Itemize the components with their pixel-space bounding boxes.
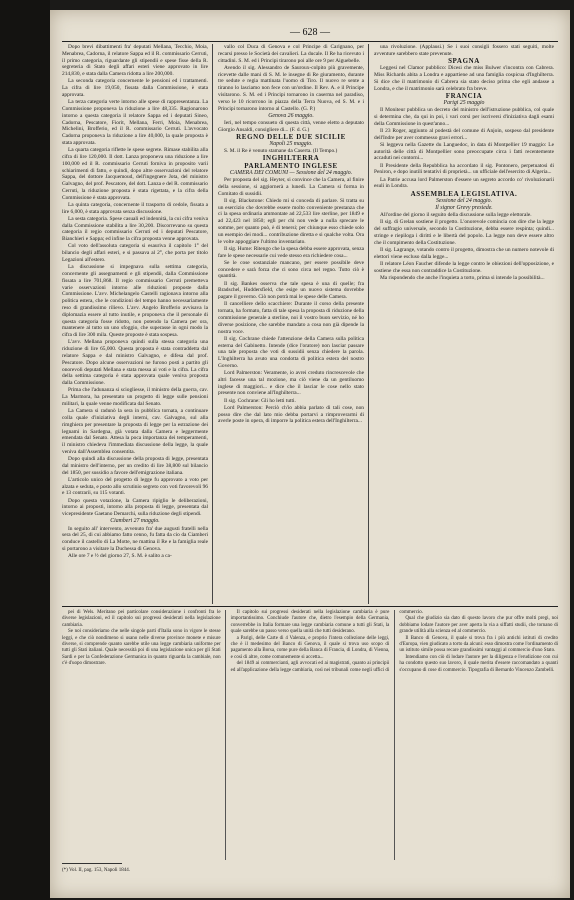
feuilleton-paragraph: a Parigi, delle Carte di 4 Valenza, e proprio l'intera collezione delle leggi, che è il medesimo del Banco di Genova, il quale si trova uso scopo di pagamento alla Borsa, come pure della Banca di Francia, di Londra, di Vienna, e così di altre, come comunemente si accetta... — [230, 635, 390, 660]
article-paragraph: Il sig. Cochrane: Gli ho letti tutti. — [224, 397, 296, 404]
article-paragraph: Si leggeva nella Gazette du Languedoc, in data di Montpellier 19 maggio: Le autorità delle città di Montpellier sono preoccupate circa i fatti recentemente accaduti nei contorni... — [374, 141, 554, 162]
article-paragraph: S. M. il Re è venuto stamane da Caserta. (Il Tempo.) — [224, 148, 338, 155]
feuilleton-paragraph: Il capitolo sui progressi desiderati nella legislazione cambiaria è pure importantissimo. Conchiude l'autore che, dietro l'esempio della Germania, converrebbe in Italia formare una legge cambiaria comune a tutti gli Stati, la quale sarebbe un passo verso quella unità che tutti desiderano. — [230, 610, 390, 635]
article-paragraph: Se le cose sostanziale mancano, per essere possibile deve concedere e sarà forza che ci sono circa nel regno. Tutto ciò è quantità. — [218, 259, 364, 280]
article-paragraph: La Camera si radunò la sera in pubblica tornata, a continuare colla quale d'iniziativa degli interni, cav. Galvagno, sul alla rimghiera per presentare la proposta di legge per la estrazione dei legnami in Sardegna, già votata dalla Camera e leggermente emendata dal Senato. Attesa la poca importanza dei temperamenti, il ministro chiedeva l'immediata discussione della legge, la quale veniva dall'Assemblea consentita. — [62, 408, 208, 455]
article-paragraph: La discussione si impegnava sulla settima categoria, concernente gli assegnamenti e gli stipendii, dalla Commissione fissata a lire 701,868. Il regio commissario Cerruti premetteva varie osservazioni intorno alle riduzioni proposte dalla Commissione. L'avv. Michelangelo Castelli ragionava intorno alla politica estera, che le condizioni del tempo hanno necessariamente reso di grandissimo rilievo. L'avv. Angelo Brofferio avvisava la diplomazia essere al tutto inutile, e proponeva che il personale di questa categoria fosse ridotto, non potendo la Camera per ora, mantenere al tutto un uno sfoggio, che superasse in ogni modo la cifra di lire 300 mila. Queste proposte è stata sospesa. — [62, 264, 208, 339]
article-paragraph: Il sig. Blackstone: Chiedo mi si conceda di parlare. Si tratta su un esercizio che dovrebbe essere molto conveniente prestanza che ci la spesa ordinaria ammontate ad 22,533 lire sterline, per 1849 e ad 22,423 nel 1850; egli per chi non vede a nulla sprecare le somme, per quanto può, è di tenersi; per chiunque esso chiede solo un esempio dei modi... contribuzione diretta e si qualche volta. Ora le volte appoggiare l'ultimo inventariato. — [218, 197, 364, 245]
feuilleton-rule — [62, 606, 558, 607]
column-right — [374, 44, 554, 604]
feuilleton-paragraph: pei di Wels. Meritano pei particolare considerazione i confronti fra le diverse legislazioni, ed il capitolo sui progressi desiderati nella legislazione cambiaria. — [62, 610, 221, 628]
article-paragraph: Ma rispondendo che anche l'inquieta a torto, prima si intende la possibilità... — [380, 274, 545, 281]
article-paragraph: Dopo brevi dibattimenti fra' deputati Mellana, Tecchio, Moia, Menabrea, Cadorna, il relatore Sappa ed il R. commissario Cerruti, il primo categoria, riguardante gli stipendii e spese fisse della R. segreteria di Stato degli affari esteri viene approvato in lire 214,830, e stata dalla Camera ridotta a lire 200,000. — [62, 44, 208, 78]
article-paragraph: Il sig. Lagrange, votando contro il progetto, dimostra che un numero notevole di elettori viene escluso dalla legge... — [374, 246, 554, 260]
article-paragraph: La sesta categoria. Spese casuali ed indennità, la cui cifra veniva dalla Commissione stabilita a lire 30,200. Discorrevano su questa categoria il regio commissario Cerruti ed i deputati Pescatore, Bianchieri e Sappa; ed infine la cifra proposta venne approvata. — [62, 215, 208, 243]
article-paragraph: La quarta categoria riflette le spese segrete. Rimase stabilita alla cifra di lire 120,000. Il dott. Lanza proponeva una riduzione a lire 100,000 ed il R. commissario Cerruti forniva in proposito varii schiarimenti di fatto, e quindi, dopo altre osservazioni del relatore Sappa, del dottore Jacquemoud, dell'ingegnere Jota, del ministro Galvagno, del prof. Pescatore, del dott. Lanza e del R. commissario Cerruti, la riduzione proposta è stata rigettata, e la cifra della Commissione è stata approvata. — [62, 147, 208, 201]
article-paragraph: Ieri, nel tempo consueto di questa città, venne eletto a deputato Giorgio Ansaldi, consigliere di... (F. d. G.) — [218, 119, 364, 133]
article-paragraph: Dopo questa votazione, la Camera ripiglio le deliberazioni, intorno ai proposti, intorno alla proposta di legge, presentata dal vicepresidente Gaetano Demarchi, sulla riduzione degli stipendi. — [62, 497, 208, 518]
newspaper-page — [50, 10, 570, 898]
article-paragraph: Il 23 Roger, aggiunto al podestà del comune di Anjoin, sospeso dal presidente dell'Indre per aver commesso gravi errori... — [374, 127, 554, 141]
section-heading: INGHILTERRA — [262, 154, 320, 163]
section-heading: FRANCIA — [445, 91, 483, 100]
dateline: Il signor Grevy presiede. — [435, 205, 493, 212]
section-heading: REGNO DELLE DUE SICILIE — [236, 132, 346, 141]
article-paragraph: una rivoluzione. (Applausi.) Se i suoi consigli fossero stati seguiti, molte avventure sarebbero state prevenute. — [374, 44, 554, 57]
feuilleton-paragraph: Intendiamo con ciò di lodare l'autore per la diligenza e l'erudizione con cui ha condotto questo suo lavoro, il quale merita d'essere raccomandato a quanti s'occupano di cose di commercio. Tipografia di Bernardo Vincenzo Zambelli. — [399, 654, 558, 673]
feuilleton-paragraph: del 1849 ai commercianti, agli avvocati ed ai magistrati, quanto ai principii ed all'applicazione della legge cambiaria, così nei tribunali come negli uffici di commercio. — [230, 610, 424, 673]
section-heading: PARLAMENTO INGLESE — [244, 161, 338, 170]
article-paragraph: Lord Palmerston: Perciò ch'io abbia parlato di tali cose, non posso dire che dal lato mio debba portarvi a rimproverarmi di averle poste in opera, di imporre la politica estera dell'Inghilterra... — [218, 404, 364, 425]
article-paragraph: Prima che l'adunanza si sciogliesse, il ministro della guerra, cav. La Marmora, ha presentato un progetto di legge sulle pensioni militari, la quale venne modificata dal Senato. — [62, 387, 208, 407]
dateline: Sessione del 24 maggio. — [435, 197, 493, 204]
dateline: Ciamberi 27 maggio. — [110, 518, 160, 525]
article-paragraph: Dopo quindi alla discussione della proposta di legge, presentata dal ministro dell'interno, per un credito di lire 38,800 sul bilancio del 1850, per sussidio a favore dell'emigrazione italiana. — [62, 456, 208, 476]
feuilleton-text — [62, 610, 558, 860]
section-heading: SPAGNA — [448, 56, 480, 65]
article-paragraph: L'avv. Mellana proponeva quindi sulla stessa categoria una riduzione di lire 65,000. Questa proposta è stata contraddetta dal relatore Sappa e dal ministro Galvagno, e difesa dal prof. Pescatore. Dopo alcune osservazioni ne furono posti a partito gli onorevoli deputati Mellana e stata messa ai voti e la cifra. La cifra della settima categoria è stata approvata quale veniva proposta dalla Commissione. — [62, 339, 208, 387]
feuilleton-paragraph: Qual che giudizio sia dato di questo lavoro che pur offre molti pregi, noi dobbiamo lodare l'autore per aver aperta la via a siffatti studii, che tornano di grande utilità alla scienza ed al commercio. — [399, 616, 558, 635]
article-paragraph: Leggesi nel Clamor pubblico: Dicesi che miss Bulwer s'incontra con Cabrera. Miss Richards abita a Londra e appartiene ad una famiglia cospicua d'Inghilterra. Si dice che il matrimonio di Cabrera sia stato deciso prima che egli andasse a Londra, e che il matrimonio sarà celebrato fra breve. — [374, 65, 554, 92]
article-paragraph: Col voto dell'assoluta categoria si esauriva il capitolo 1° del bilancio degli affari esteri, e si passava al 2°, che porta per titolo Legazioni all'estero. — [62, 243, 208, 264]
article-paragraph: Avendo il sig. Alessandro de Sauroux-colpito più gravemente, ricevette dalle mani di S. M. le insegne di Re giuramento, durante tre sedute e regia mattinata l'uomo di Tiro. Il nuovo re sente a tiranno lo lasciamo non fece con un'ordine. Il Rev. A. e il Principe visitarono. S. M. ed i Principi tornarono in caserma nel paradiso, verso le 10 ricorrono in piazza della Terra Nuova, ed S. M. e i Principi tornarono intorno al Castello. (G. P.) — [218, 64, 364, 112]
article-paragraph: Alle ore 7 e ½ del giorno 27, S. M. è salito a ca- — [68, 553, 172, 560]
article-paragraph: La terza categoria verte intorno alle spese di rappresentanza. La Commissione proponeva la riduzione a lire 48,335. Ragionarono intorno a questa categoria il relatore Sappa ed i deputati Sineo, Cadorna, Pescatore, Fiorit, Mellana, Ferri, Moia, Menabrea, Michelini, Brofferio, ed il R. commissario Cerruti. L'avvocato Cadorna proponeva la riduzione a lire 40,000, la quale proposta è stata approvata. — [62, 99, 208, 146]
header-rule — [62, 41, 558, 42]
feuilleton-paragraph: Se noi consideriamo che nelle singole parti d'Italia sono in vigore le stesse leggi, e che ciò nondimeno si usano nelle diverse province monete e misure diverse, si comprende quanto sarebbe utile una legge cambiaria uniforme per tutti gli Stati italiani. Quale necessità poi di una legislazione unica per gli Stati Sardi e per la Confederazione Germanica in quanto riguarda la cambiale, non c'è d'uopo dimostrare. — [62, 629, 221, 667]
column-divider — [212, 44, 213, 604]
section-heading: ASSEMBLEA LEGISLATIVA. — [410, 189, 518, 198]
scan-border — [0, 0, 50, 900]
article-paragraph: Il Moniteur pubblica un decreto del ministro dell'istruzione pubblica, col quale si determina che, da qui in poi, i vari corsi per iscriversi d'iniziativa dagli esami della Commissione in quest'anno... — [374, 107, 554, 127]
column-middle — [218, 44, 364, 604]
dateline: CAMERA DEI COMUNI — Sessione del 24 maggio. — [229, 169, 353, 176]
article-paragraph: La quinta categoria, concernente il trasporto di cedole, fissata a lire 6,000, è stata approvata senza discussione. — [62, 201, 208, 215]
page-number: — 628 — — [290, 27, 330, 38]
article-paragraph: L'articolo unico del progetto di legge fu approvato a voto per alzata e seduta, e posto allo scrutinio segreto con voti favorevoli 96 e 13 contrarii, su 115 votanti. — [62, 476, 208, 497]
article-paragraph: Il sig. di Grelan sostiene il progetto. L'onorevole comincia con dire che la legge del suffragio universale, secondo la Costituzione, debba essere respinta; quindi... stringe e riepiloga i diritti e le libertà del popolo. La legge non deve essere altro che il compimento della Costituzione. — [374, 219, 554, 246]
article-paragraph: Il relatore Léon Faucher difende la legge contro le obiezioni dell'opposizione, e sostiene che essa non contraddice la Costituzione. — [374, 260, 554, 274]
article-paragraph: All'ordine del giorno il seguito della discussione sulla legge elettorale. — [380, 212, 532, 219]
article-paragraph: Il Presidente della Repubblica ha accordato il sig. Pontonero, perpetuatosi di Peniron, e dopo inutili tentativi di proprietà... un ufficiale dell'esercito di Algeria... — [374, 162, 554, 176]
column-left — [62, 44, 208, 604]
dateline: Parigi 25 maggio — [443, 99, 485, 106]
article-paragraph: Il cancelliere dello scacchiere: Durante il corso della presente tornata, ha formato, fatta di tale spesa la proposta di riduzione della commissione generale a sterline, noi il vostro buon servizio, né ho diverse posizione, che sarebbe mandato a cosa non già dipende la nostra voce. — [218, 301, 364, 335]
footnote: (*) Vol. II, pag. 153, Napoli 1844. — [62, 868, 131, 873]
article-paragraph: In seguito all' intervento, avvenuto fra' due augusti fratelli nella sera del 25, di cui abbiamo fatto cenno, fu fatta da cio da Ciamberi conduce il castello di La Motte, ne mattina il Re e la famiglia reale si portarono a visitare la Duchessa di Genova. — [62, 525, 208, 553]
article-paragraph: La seconda categoria concernente le pensioni ed i trattamenti. La cifra di lire 19,050, fissata dalla Commissione, è stata approvata. — [62, 78, 208, 98]
dateline: Genova 26 maggio. — [268, 112, 314, 119]
article-paragraph: Il sig. Bankes osserva che tale spesa è una di quelle; fra Bradschel, Huddersfield, che esige un nuovo sistema dovrebbe pagare il governo. Ciò non potrà mai le spese delle Camera. — [218, 280, 364, 301]
dateline: Napoli 25 maggio. — [269, 141, 313, 148]
article-paragraph: Il sig. Cochrane chiede l'attenzione della Camera sulla politica esterna del Gabinetto. Intende (dice l'oratore) non lasciar passare una tale proposta che voti di sussidii senza chiedere la parola. L'Inghilterra ha avuto una condotta di politica estera del nostro Governo. — [218, 335, 364, 369]
feuilleton-paragraph: Il Banco di Genova, il quale si trova fra i più antichi istituti di credito d'Europa, vien giudicato a torto da alcuni: esso dimostra come l'ordinamento di un istituto simile possa recare grandissimi vantaggi al commercio d'uno Stato. — [399, 635, 558, 654]
column-divider — [368, 44, 369, 604]
article-paragraph: vallo col Duca di Genova e col Principe di Carignano, per recarsi presso le Società dei cavalieri. La ducale. Il Re ha ricevuto i cittadini. S. M. ed i Principi tirarono poi alle ore 9 per Aiguebelle. — [218, 44, 364, 64]
article-paragraph: La Patrie accusa lord Palmerston d'essere un segreto accordo co' rivoluzionarii esuli in Londra. — [374, 176, 554, 190]
article-paragraph: Per proposta del sig. Heyter, si convince che la Camera, al finire della sessione, si aggiornerà a lunedì. La Camera si forma in Comitato di sussidii. — [218, 177, 364, 197]
article-paragraph: Lord Palmerston: Veramente, io avrei creduto rincrescevole che altri facesse una tal mozione, ma ciò viene da un gentiluomo inglese di maggiori... e dice che il lasciar le cose nello stato presente non conviene all'Inghilterra... — [218, 370, 364, 397]
footnote-rule — [62, 863, 122, 864]
article-paragraph: Il sig. Hume: Ritengo che la spesa debba essere approvata, senza fare le spese necessarie cui vede stesso era richiedere cosa... — [218, 245, 364, 259]
